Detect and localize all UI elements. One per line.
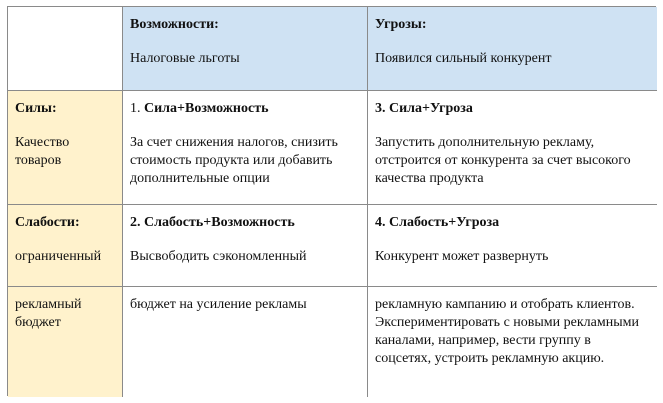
- so-title: Сила+Возможность: [144, 101, 269, 116]
- threats-text: Появился сильный конкурент: [375, 51, 552, 66]
- strengths-text: Качество товаров: [15, 135, 70, 168]
- opportunities-title: Возможности:: [130, 17, 219, 32]
- weaknesses-title: Слабости:: [15, 215, 80, 230]
- continuation-left-cell: [8, 287, 123, 397]
- continuation-middle-text: бюджет на усиление рекламы: [130, 297, 307, 312]
- wt-cell: [368, 205, 657, 287]
- strengths-title: Силы:: [15, 101, 57, 116]
- so-number: 1.: [130, 101, 141, 116]
- continuation-middle-cell: [123, 287, 368, 397]
- threats-header-cell: [368, 7, 657, 91]
- so-heading: [130, 100, 360, 118]
- continuation-left-text: рекламный бюджет: [15, 297, 82, 330]
- wo-cell: [123, 205, 368, 287]
- st-cell: [368, 91, 657, 205]
- continuation-right-cell: [368, 287, 657, 397]
- wt-title: 4. Слабость+Угроза: [375, 215, 500, 230]
- opportunities-header-cell: [123, 7, 368, 91]
- swot-table: [7, 6, 656, 396]
- threats-title: Угрозы:: [375, 17, 427, 32]
- so-cell: [123, 91, 368, 205]
- weaknesses-cell: [8, 205, 123, 287]
- continuation-right-text: рекламную кампанию и отобрать клиентов. Экспериментировать с новыми рекламными каналами, например, вести группу в соцсетях, устроить рекламную акцию.: [375, 297, 639, 366]
- wo-title: 2. Слабость+Возможность: [130, 215, 295, 230]
- so-text: За счет снижения налогов, снизить стоимость продукта или добавить дополнительные опции: [130, 135, 338, 186]
- opportunities-text: Налоговые льготы: [130, 51, 240, 66]
- corner-cell: [8, 7, 123, 91]
- weaknesses-text: ограниченный: [15, 249, 102, 264]
- wo-text: Высвободить сэкономленный: [130, 249, 307, 264]
- st-text: Запустить дополнительную рекламу, отстроится от конкурента за счет высокого качества продукта: [375, 135, 631, 186]
- st-title: 3. Сила+Угроза: [375, 101, 473, 116]
- wt-text: Конкурент может развернуть: [375, 249, 549, 264]
- strengths-cell: [8, 91, 123, 205]
